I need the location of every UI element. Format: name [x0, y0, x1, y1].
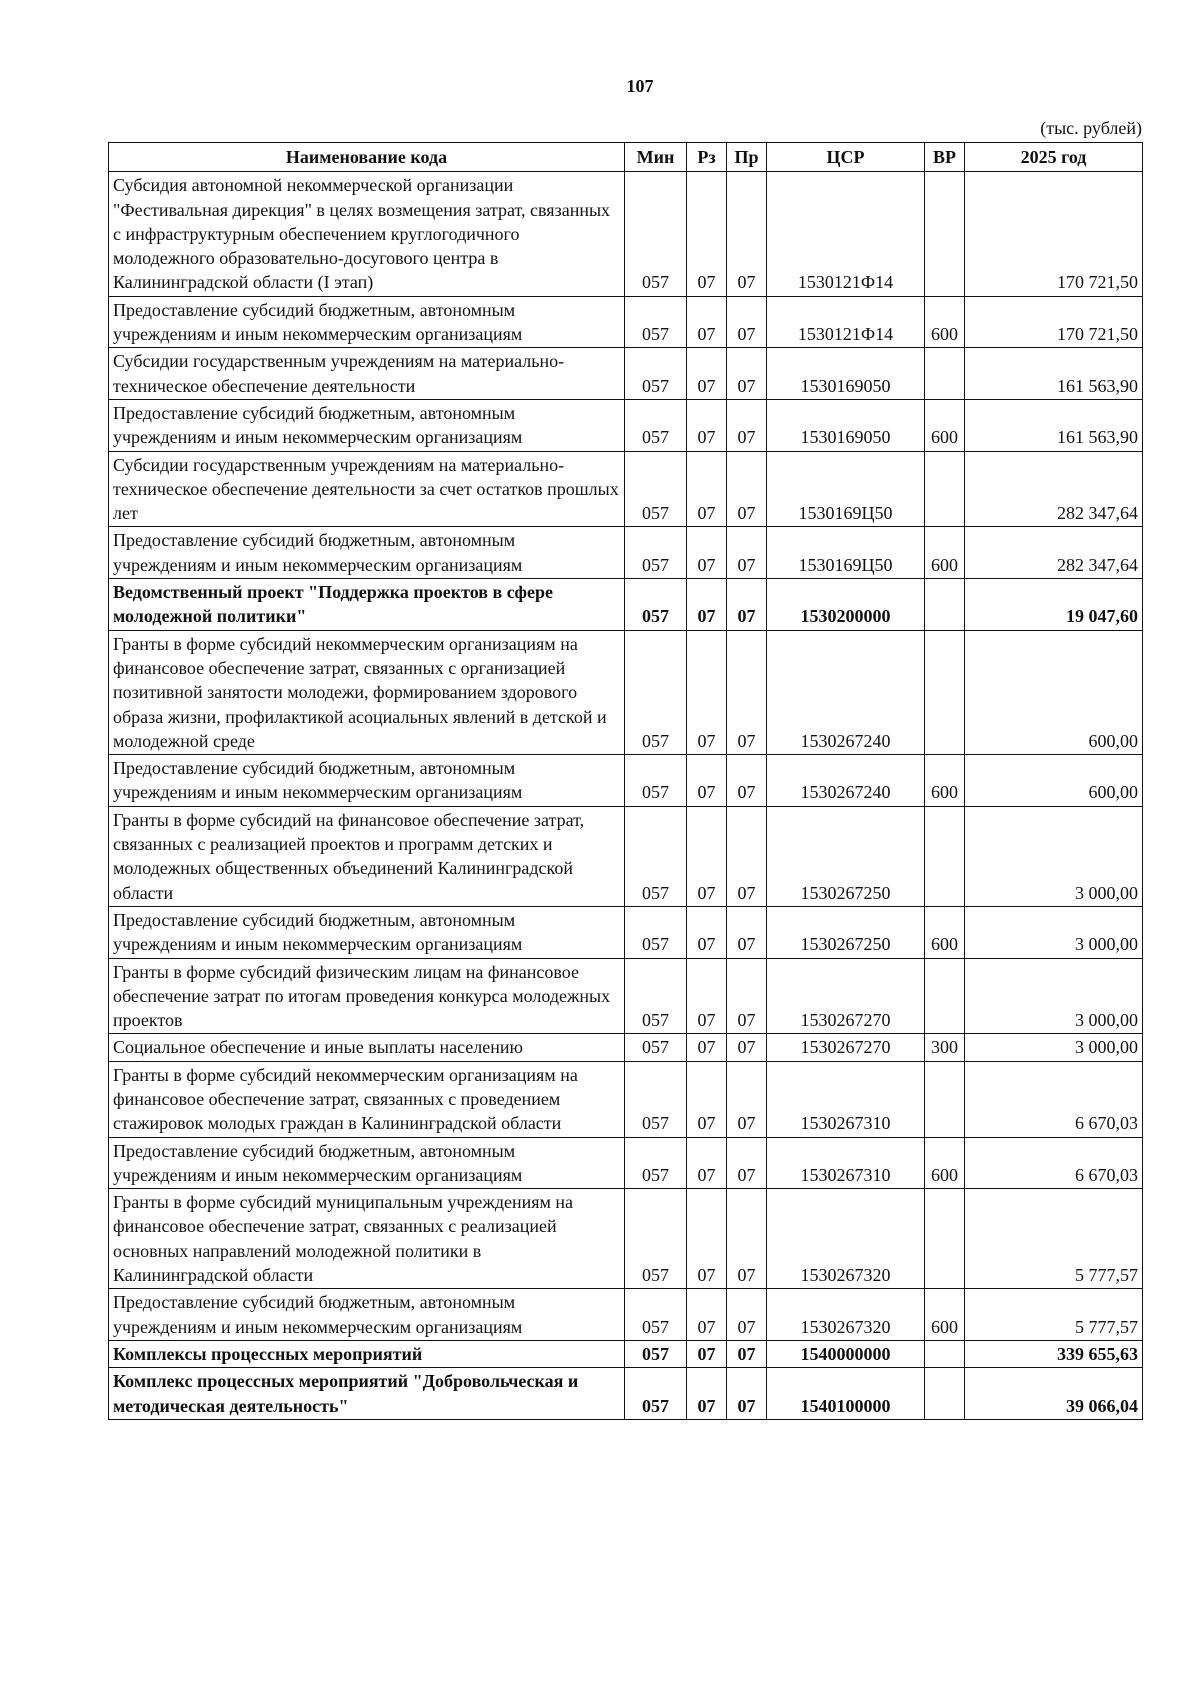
cell-csr: 1540100000 [767, 1368, 925, 1420]
units-label: (тыс. рублей) [1040, 118, 1142, 138]
cell-csr: 1530169Ц50 [767, 527, 925, 579]
cell-rz: 07 [687, 172, 727, 296]
cell-csr: 1530267320 [767, 1289, 925, 1341]
cell-csr: 1530267270 [767, 958, 925, 1034]
cell-rz: 07 [687, 296, 727, 348]
cell-csr: 1530267250 [767, 806, 925, 906]
header-csr: ЦСР [767, 143, 925, 172]
cell-name: Гранты в форме субсидий некоммерческим организациям на финансовое обеспечение затрат, связанных с организацией позитивной занятости молодежи, формированием здорового образа жизни, профилактикой асоциальных явлений в детской и молодежной среде [109, 630, 625, 754]
cell-pr: 07 [727, 527, 767, 579]
cell-vr [925, 172, 965, 296]
cell-csr: 1530169050 [767, 399, 925, 451]
header-vr: ВР [925, 143, 965, 172]
cell-vr [925, 348, 965, 400]
table-row [109, 1289, 1143, 1341]
cell-min: 057 [625, 755, 687, 807]
cell-csr: 1530267270 [767, 1034, 925, 1061]
table-row [109, 1034, 1143, 1061]
cell-csr: 1530267320 [767, 1189, 925, 1289]
cell-vr: 600 [925, 527, 965, 579]
table-row [109, 579, 1143, 631]
cell-amount: 282 347,64 [965, 451, 1143, 527]
cell-rz: 07 [687, 1137, 727, 1189]
cell-vr: 600 [925, 1137, 965, 1189]
cell-min: 057 [625, 806, 687, 906]
cell-pr: 07 [727, 1034, 767, 1061]
cell-csr: 1530267240 [767, 755, 925, 807]
table-row [109, 906, 1143, 958]
table-row [109, 1368, 1143, 1420]
cell-amount: 282 347,64 [965, 527, 1143, 579]
cell-pr: 07 [727, 1137, 767, 1189]
cell-name: Предоставление субсидий бюджетным, автономным учреждениям и иным некоммерческим организациям [109, 1289, 625, 1341]
cell-pr: 07 [727, 296, 767, 348]
cell-rz: 07 [687, 579, 727, 631]
table-row [109, 1061, 1143, 1137]
cell-amount: 19 047,60 [965, 579, 1143, 631]
cell-min: 057 [625, 630, 687, 754]
cell-vr: 600 [925, 399, 965, 451]
cell-amount: 339 655,63 [965, 1340, 1143, 1367]
cell-pr: 07 [727, 348, 767, 400]
cell-name: Ведомственный проект "Поддержка проектов в сфере молодежной политики" [109, 579, 625, 631]
cell-csr: 1530267310 [767, 1137, 925, 1189]
cell-csr: 1530121Ф14 [767, 172, 925, 296]
cell-min: 057 [625, 348, 687, 400]
cell-rz: 07 [687, 755, 727, 807]
cell-min: 057 [625, 1137, 687, 1189]
cell-rz: 07 [687, 451, 727, 527]
cell-pr: 07 [727, 630, 767, 754]
cell-amount: 3 000,00 [965, 958, 1143, 1034]
cell-vr [925, 630, 965, 754]
header-rz: Рз [687, 143, 727, 172]
cell-csr: 1530200000 [767, 579, 925, 631]
cell-amount: 39 066,04 [965, 1368, 1143, 1420]
cell-rz: 07 [687, 1340, 727, 1367]
cell-amount: 3 000,00 [965, 806, 1143, 906]
table-row [109, 527, 1143, 579]
cell-amount: 161 563,90 [965, 348, 1143, 400]
cell-rz: 07 [687, 399, 727, 451]
cell-pr: 07 [727, 1368, 767, 1420]
table-row [109, 451, 1143, 527]
cell-min: 057 [625, 1289, 687, 1341]
cell-rz: 07 [687, 527, 727, 579]
cell-csr: 1530169050 [767, 348, 925, 400]
cell-amount: 6 670,03 [965, 1061, 1143, 1137]
cell-amount: 3 000,00 [965, 906, 1143, 958]
cell-csr: 1530169Ц50 [767, 451, 925, 527]
cell-amount: 161 563,90 [965, 399, 1143, 451]
cell-min: 057 [625, 296, 687, 348]
cell-min: 057 [625, 527, 687, 579]
header-name: Наименование кода [109, 143, 625, 172]
cell-amount: 5 777,57 [965, 1289, 1143, 1341]
cell-vr [925, 1061, 965, 1137]
cell-rz: 07 [687, 806, 727, 906]
table-row [109, 806, 1143, 906]
cell-name: Комплексы процессных мероприятий [109, 1340, 625, 1367]
cell-vr [925, 451, 965, 527]
cell-amount: 6 670,03 [965, 1137, 1143, 1189]
cell-rz: 07 [687, 348, 727, 400]
table-row [109, 172, 1143, 296]
cell-name: Предоставление субсидий бюджетным, автономным учреждениям и иным некоммерческим организациям [109, 1137, 625, 1189]
cell-amount: 170 721,50 [965, 172, 1143, 296]
cell-name: Гранты в форме субсидий физическим лицам на финансовое обеспечение затрат по итогам проведения конкурса молодежных проектов [109, 958, 625, 1034]
cell-min: 057 [625, 1061, 687, 1137]
cell-rz: 07 [687, 1061, 727, 1137]
table-row [109, 755, 1143, 807]
cell-vr [925, 806, 965, 906]
cell-csr: 1530267250 [767, 906, 925, 958]
cell-min: 057 [625, 1034, 687, 1061]
cell-name: Гранты в форме субсидий муниципальным учреждениям на финансовое обеспечение затрат, связанных с реализацией основных направлений молодежной политики в Калининградской области [109, 1189, 625, 1289]
cell-rz: 07 [687, 630, 727, 754]
cell-vr: 600 [925, 755, 965, 807]
cell-vr [925, 958, 965, 1034]
cell-csr: 1530267310 [767, 1061, 925, 1137]
cell-amount: 170 721,50 [965, 296, 1143, 348]
cell-rz: 07 [687, 1289, 727, 1341]
cell-vr [925, 1368, 965, 1420]
cell-min: 057 [625, 399, 687, 451]
cell-pr: 07 [727, 399, 767, 451]
header-min: Мин [625, 143, 687, 172]
cell-pr: 07 [727, 1340, 767, 1367]
cell-name: Предоставление субсидий бюджетным, автономным учреждениям и иным некоммерческим организациям [109, 906, 625, 958]
header-amount: 2025 год [965, 143, 1143, 172]
table-row [109, 399, 1143, 451]
cell-name: Гранты в форме субсидий некоммерческим организациям на финансовое обеспечение затрат, связанных с проведением стажировок молодых граждан в Калининградской области [109, 1061, 625, 1137]
cell-name: Предоставление субсидий бюджетным, автономным учреждениям и иным некоммерческим организациям [109, 296, 625, 348]
cell-min: 057 [625, 906, 687, 958]
table-row [109, 1189, 1143, 1289]
page-number: 107 [626, 76, 654, 96]
table-row [109, 1137, 1143, 1189]
cell-min: 057 [625, 172, 687, 296]
cell-rz: 07 [687, 958, 727, 1034]
cell-amount: 600,00 [965, 755, 1143, 807]
cell-amount: 600,00 [965, 630, 1143, 754]
cell-name: Гранты в форме субсидий на финансовое обеспечение затрат, связанных с реализацией проектов и программ детских и молодежных общественных объединений Калининградской области [109, 806, 625, 906]
cell-name: Предоставление субсидий бюджетным, автономным учреждениям и иным некоммерческим организациям [109, 399, 625, 451]
cell-name: Субсидии государственным учреждениям на материально-техническое обеспечение деятельности [109, 348, 625, 400]
cell-rz: 07 [687, 1034, 727, 1061]
cell-pr: 07 [727, 806, 767, 906]
cell-pr: 07 [727, 906, 767, 958]
budget-table [108, 142, 1143, 1420]
cell-vr: 300 [925, 1034, 965, 1061]
cell-pr: 07 [727, 1189, 767, 1289]
cell-pr: 07 [727, 172, 767, 296]
cell-pr: 07 [727, 755, 767, 807]
cell-pr: 07 [727, 451, 767, 527]
cell-name: Комплекс процессных мероприятий "Добровольческая и методическая деятельность" [109, 1368, 625, 1420]
cell-name: Предоставление субсидий бюджетным, автономным учреждениям и иным некоммерческим организациям [109, 527, 625, 579]
header-pr: Пр [727, 143, 767, 172]
cell-csr: 1530267240 [767, 630, 925, 754]
cell-name: Предоставление субсидий бюджетным, автономным учреждениям и иным некоммерческим организациям [109, 755, 625, 807]
table-row [109, 630, 1143, 754]
cell-min: 057 [625, 1368, 687, 1420]
cell-min: 057 [625, 1189, 687, 1289]
cell-rz: 07 [687, 1368, 727, 1420]
cell-vr [925, 1189, 965, 1289]
table-row [109, 296, 1143, 348]
cell-pr: 07 [727, 1289, 767, 1341]
cell-min: 057 [625, 1340, 687, 1367]
cell-pr: 07 [727, 579, 767, 631]
cell-rz: 07 [687, 1189, 727, 1289]
cell-min: 057 [625, 579, 687, 631]
table-row [109, 348, 1143, 400]
cell-min: 057 [625, 958, 687, 1034]
cell-min: 057 [625, 451, 687, 527]
cell-vr: 600 [925, 296, 965, 348]
cell-rz: 07 [687, 906, 727, 958]
cell-vr [925, 579, 965, 631]
cell-vr: 600 [925, 1289, 965, 1341]
table-header-row [109, 143, 1143, 172]
cell-amount: 3 000,00 [965, 1034, 1143, 1061]
cell-csr: 1530121Ф14 [767, 296, 925, 348]
cell-name: Субсидия автономной некоммерческой организации "Фестивальная дирекция" в целях возмещения затрат, связанных с инфраструктурным обеспечением круглогодичного молодежного образовательно-досугового центра в Калининградской области (I этап) [109, 172, 625, 296]
table-row [109, 1340, 1143, 1367]
cell-amount: 5 777,57 [965, 1189, 1143, 1289]
cell-name: Социальное обеспечение и иные выплаты населению [109, 1034, 625, 1061]
cell-vr [925, 1340, 965, 1367]
cell-csr: 1540000000 [767, 1340, 925, 1367]
cell-name: Субсидии государственным учреждениям на материально-техническое обеспечение деятельности за счет остатков прошлых лет [109, 451, 625, 527]
cell-pr: 07 [727, 958, 767, 1034]
cell-vr: 600 [925, 906, 965, 958]
table-row [109, 958, 1143, 1034]
cell-pr: 07 [727, 1061, 767, 1137]
